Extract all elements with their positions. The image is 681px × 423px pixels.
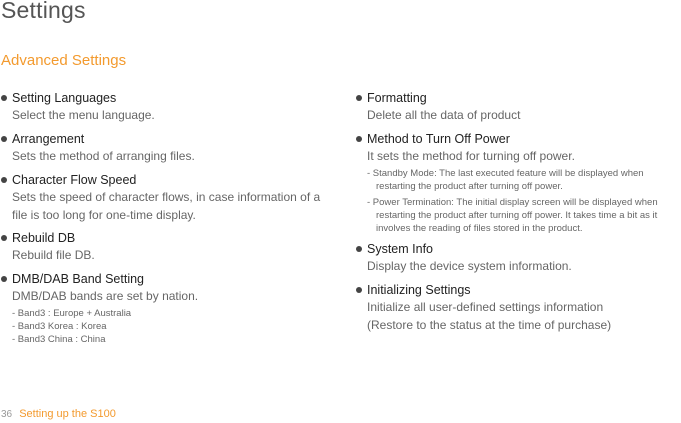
bullet-icon: [1, 235, 7, 241]
item-character-flow-speed: [1, 172, 331, 224]
item-desc: Sets the method of arranging files.: [12, 149, 195, 163]
bullet-icon: [356, 136, 362, 142]
footer: [1, 408, 116, 420]
list-item: - Standby Mode: The last executed feature will be displayed when restarting the product after turning off power.: [367, 168, 644, 192]
page-title: Settings: [1, 0, 86, 23]
item-title: DMB/DAB Band Setting: [12, 272, 145, 286]
item-system-info: [356, 241, 678, 275]
item-desc: Rebuild file DB.: [12, 248, 95, 262]
left-column: [1, 90, 331, 346]
item-title: Initializing Settings: [367, 283, 471, 297]
item-setting-languages: [1, 90, 331, 124]
item-dmb-dab-band-setting: [1, 271, 331, 346]
item-rebuild-db: [1, 230, 331, 264]
bullet-icon: [1, 177, 7, 183]
item-title: Character Flow Speed: [12, 173, 137, 187]
footer-text: Setting up the S100: [19, 408, 116, 420]
band-list: [12, 307, 331, 346]
item-title: Method to Turn Off Power: [367, 132, 510, 146]
bullet-icon: [356, 95, 362, 101]
list-item: - Power Termination: The initial display screen will be displayed when restarting the product after turning off power. It takes time a bit as it involves the reading of files stored in the product.: [367, 197, 658, 234]
item-arrangement: [1, 131, 331, 165]
item-desc: Initialize all user-defined settings information: [367, 300, 604, 314]
item-title: Formatting: [367, 91, 427, 105]
bullet-icon: [356, 287, 362, 293]
power-method-list: [367, 167, 678, 235]
list-item: - Band3 : Europe + Australia: [12, 308, 132, 319]
item-desc: Delete all the data of product: [367, 108, 521, 122]
item-title: Arrangement: [12, 132, 85, 146]
item-method-turn-off-power: [356, 131, 678, 235]
item-desc: DMB/DAB bands are set by nation.: [12, 289, 199, 303]
item-formatting: [356, 90, 678, 124]
right-column: [356, 90, 678, 334]
item-desc-note: (Restore to the status at the time of purchase): [367, 318, 612, 332]
item-desc: Select the menu language.: [12, 108, 155, 122]
item-desc: Display the device system information.: [367, 259, 572, 273]
item-initializing-settings: [356, 282, 678, 334]
item-desc: It sets the method for turning off power.: [367, 149, 575, 163]
section-title: Advanced Settings: [1, 52, 127, 69]
bullet-icon: [1, 95, 7, 101]
item-title: System Info: [367, 242, 433, 256]
item-title: Setting Languages: [12, 91, 117, 105]
page-number: 36: [1, 409, 13, 420]
bullet-icon: [1, 276, 7, 282]
list-item: - Band3 China : China: [12, 334, 106, 345]
bullet-icon: [356, 246, 362, 252]
bullet-icon: [1, 136, 7, 142]
item-desc: Sets the speed of character flows, in case information of a file is too long for one-time display.: [12, 190, 321, 222]
list-item: - Band3 Korea : Korea: [12, 321, 107, 332]
item-title: Rebuild DB: [12, 231, 76, 245]
